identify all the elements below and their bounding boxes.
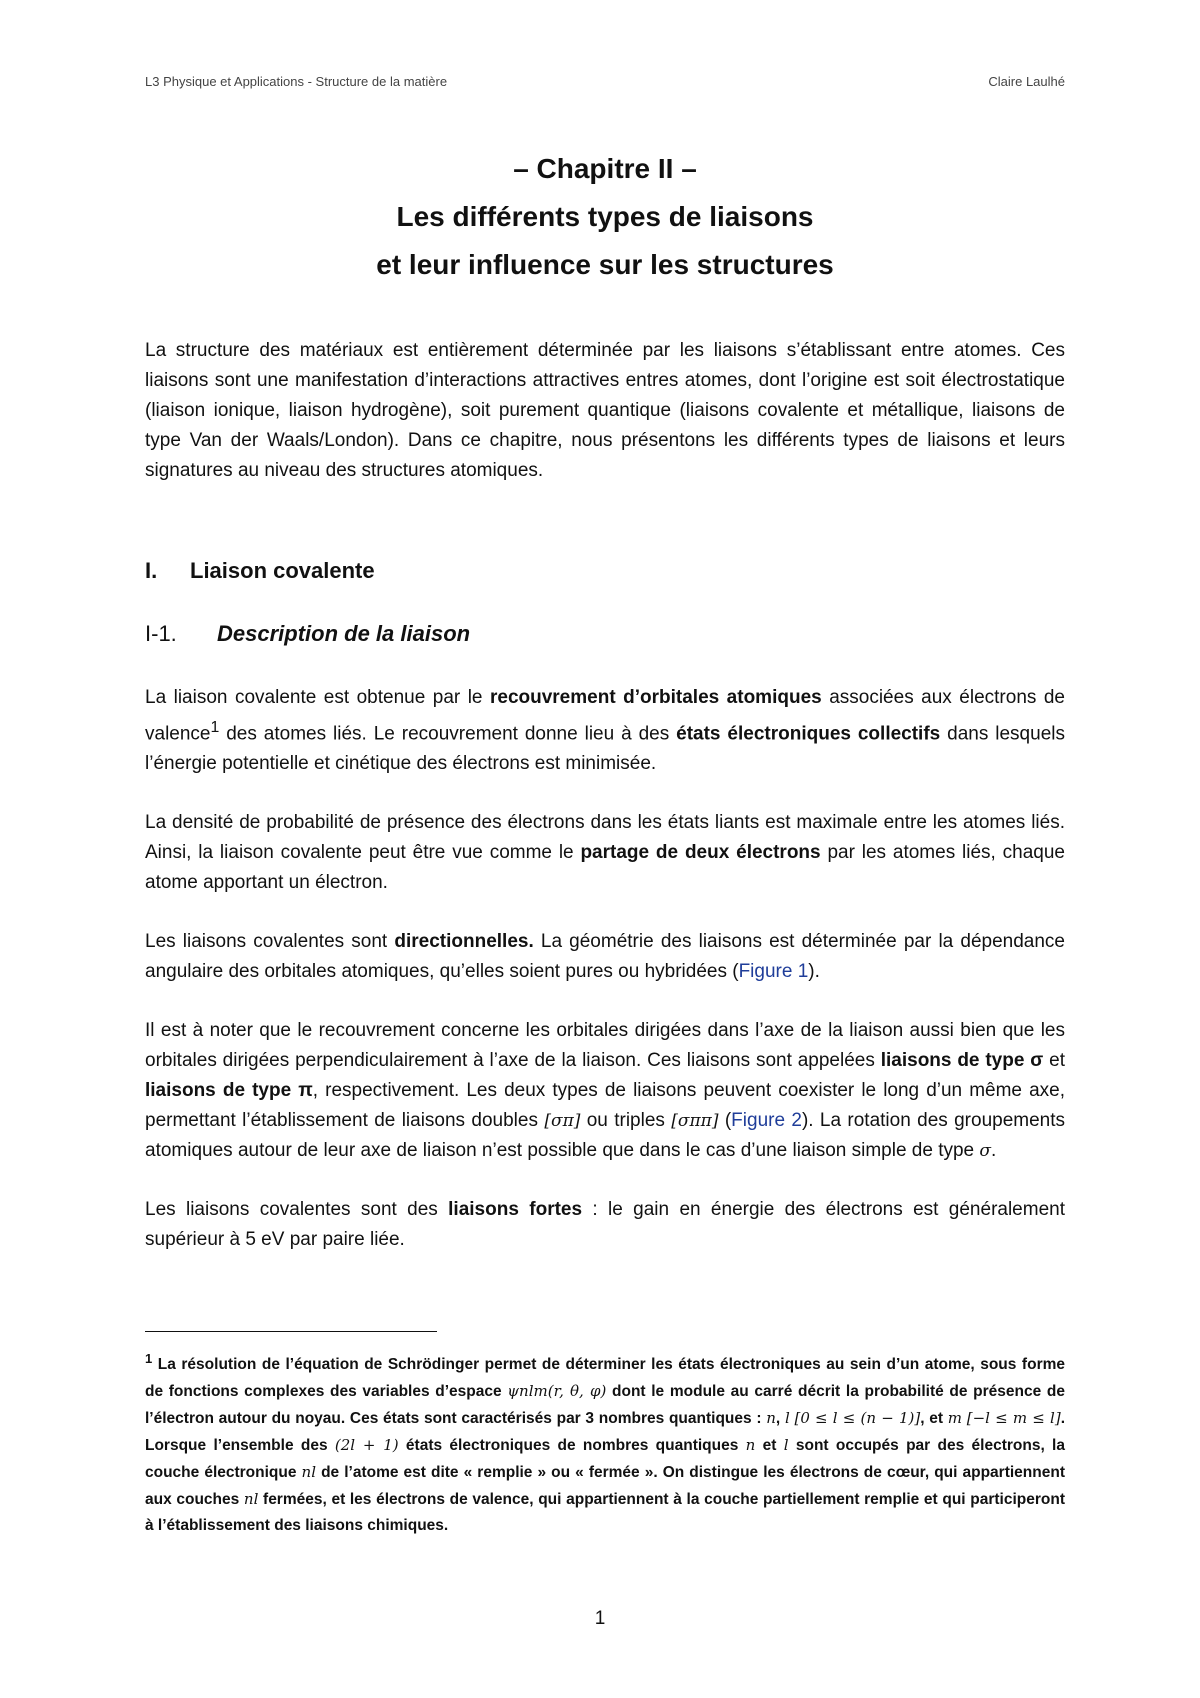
text-run: Il est à noter que le recouvrement concerne les orbitales dirigées dans l’axe de la liaison aussi bien que les orbitales dirigées perpendiculairement à l’axe de la liaison. Ces liaisons sont appelées (145, 1020, 1065, 1072)
math-expression: σ (979, 1141, 992, 1162)
text-run: fermées, et les électrons de valence, qui appartiennent à la couche partiellement remplie et qui participeront à l’établissement des liaisons chimiques. (145, 1491, 1065, 1535)
paragraph-directional (145, 927, 1065, 987)
subsection-number: I-1. (145, 621, 177, 646)
footnote-separator (145, 1331, 437, 1332)
text-run: dans lesquels l’énergie potentielle et cinétique des électrons est minimisée. (145, 723, 1065, 775)
figure-2-link[interactable]: Figure 2 (731, 1110, 802, 1132)
math-expression: l (783, 1436, 789, 1455)
text-run: ). (808, 961, 820, 983)
text-run: La liaison covalente est obtenue par le (145, 687, 490, 708)
bold-term: états électroniques collectifs (676, 723, 941, 745)
chapter-title (145, 145, 1065, 289)
figure-1-link[interactable]: Figure 1 (738, 961, 809, 983)
text-run: ou triples (580, 1110, 672, 1132)
math-expression: [σπ] (544, 1111, 581, 1132)
text-run: des atomes liés. Le recouvrement donne lieu à des (219, 723, 677, 745)
text-run: de l’atome est dite « remplie » ou « fermée ». On distingue les électrons de cœur, qui appartiennent aux couches (145, 1464, 1065, 1509)
main-content (145, 336, 1065, 1255)
paragraph-strong-bonds (145, 1195, 1065, 1255)
math-expression: n (745, 1436, 756, 1455)
math-expression: l (784, 1409, 790, 1428)
text-run: Les liaisons covalentes sont (145, 931, 395, 953)
text-run: Les liaisons covalentes sont des (145, 1199, 449, 1221)
text-run: sont occupés par des électrons, la couche électronique (145, 1437, 1065, 1482)
bold-term: liaisons de type π (145, 1080, 313, 1102)
paragraph-overlap (145, 683, 1065, 779)
math-expression: n (766, 1409, 776, 1428)
header-author: Claire Laulhé (988, 74, 1065, 89)
paragraph-sigma-pi (145, 1016, 1065, 1166)
math-expression: m (947, 1409, 962, 1428)
section-title: Liaison covalente (190, 558, 375, 583)
math-expression: (2l + 1) (334, 1436, 399, 1455)
text-run: , respectivement. Les deux types de liaisons peuvent coexister le long d’un même axe, permettant l’établissement de liaisons doubles (145, 1080, 1065, 1132)
text-run: et (755, 1437, 784, 1455)
text-run: états électroniques de nombres quantiques (398, 1437, 746, 1455)
math-expression: nl (301, 1463, 317, 1482)
text-run: associées aux électrons de valence (145, 687, 1065, 745)
bold-term: partage de deux électrons (580, 842, 821, 864)
text-run: et (1043, 1050, 1066, 1072)
bold-term: recouvrement d’orbitales atomiques (489, 687, 822, 708)
text-run: La résolution de l’équation de Schrödinger permet de déterminer les états électroniques au sein d’un atome, sous forme de fonctions complexes des variables d’espace (145, 1356, 1065, 1401)
math-expression: [0 ≤ l ≤ (n − 1)] (794, 1409, 921, 1428)
text-run: . (991, 1140, 997, 1162)
paragraph-density (145, 808, 1065, 898)
bold-term: liaisons fortes (448, 1199, 583, 1221)
math-expression: [−l ≤ m ≤ l] (966, 1409, 1061, 1428)
footnote-ref[interactable]: 1 (210, 719, 220, 736)
chapter-number: – Chapitre II – (513, 153, 697, 184)
bold-term: directionnelles. (394, 931, 534, 953)
math-expression: nl (243, 1490, 259, 1509)
chapter-title-line-2: et leur influence sur les structures (376, 249, 834, 280)
subsection-heading (145, 619, 1065, 649)
footnote (145, 1346, 1065, 1539)
section-number: I. (145, 558, 158, 583)
intro-paragraph: La structure des matériaux est entièrement déterminée par les liaisons s’établissant entre atomes. Ces liaisons sont une manifestation d’interactions attractives entres atomes, dont l’origine est soit électrostatique (liaison ionique, liaison hydrogène), soit purement quantique (liaisons covalente et métallique, liaisons de type Van der Waals/London). Dans ce chapitre, nous présentons les différents types de liaisons et leurs signatures au niveau des structures atomiques. (145, 340, 1065, 481)
text-run: , et (920, 1410, 948, 1428)
page-number: 1 (594, 1608, 606, 1629)
text-run: : le gain en énergie des électrons est généralement supérieur à 5 eV par paire liée. (145, 1199, 1065, 1251)
text-run: ). La rotation des groupements atomiques autour de leur axe de liaison n’est possible que dans le cas d’une liaison simple de type (145, 1110, 1066, 1162)
footnote-number: 1 (145, 1351, 153, 1366)
text-run: , (775, 1410, 785, 1428)
section-heading (145, 556, 1065, 586)
text-run: La géométrie des liaisons est déterminée par la dépendance angulaire des orbitales atomiques, qu’elles soient pures ou hybridées ( (145, 931, 1065, 983)
header-course-title: L3 Physique et Applications - Structure de la matière (145, 74, 448, 89)
math-expression: [σππ] (671, 1111, 719, 1132)
text-run: ( (718, 1110, 732, 1132)
bold-term: liaisons de type σ (880, 1050, 1044, 1072)
text-run: dont le module au carré décrit la probabilité de présence de l’électron autour du noyau. Ces états sont caractérisés par 3 nombres quantiques : (145, 1383, 1065, 1428)
subsection-title: Description de la liaison (217, 621, 471, 646)
math-expression: ψnlm(r, θ, φ) (507, 1382, 607, 1401)
text-run: par les atomes liés, chaque atome apportant un électron. (145, 842, 1065, 894)
text-run: . Lorsque l’ensemble des (145, 1410, 1065, 1455)
chapter-title-line-1: Les différents types de liaisons (396, 201, 814, 232)
text-run: La densité de probabilité de présence des électrons dans les états liants est maximale entre les atomes liés. Ainsi, la liaison covalente peut être vue comme le (145, 812, 1065, 864)
